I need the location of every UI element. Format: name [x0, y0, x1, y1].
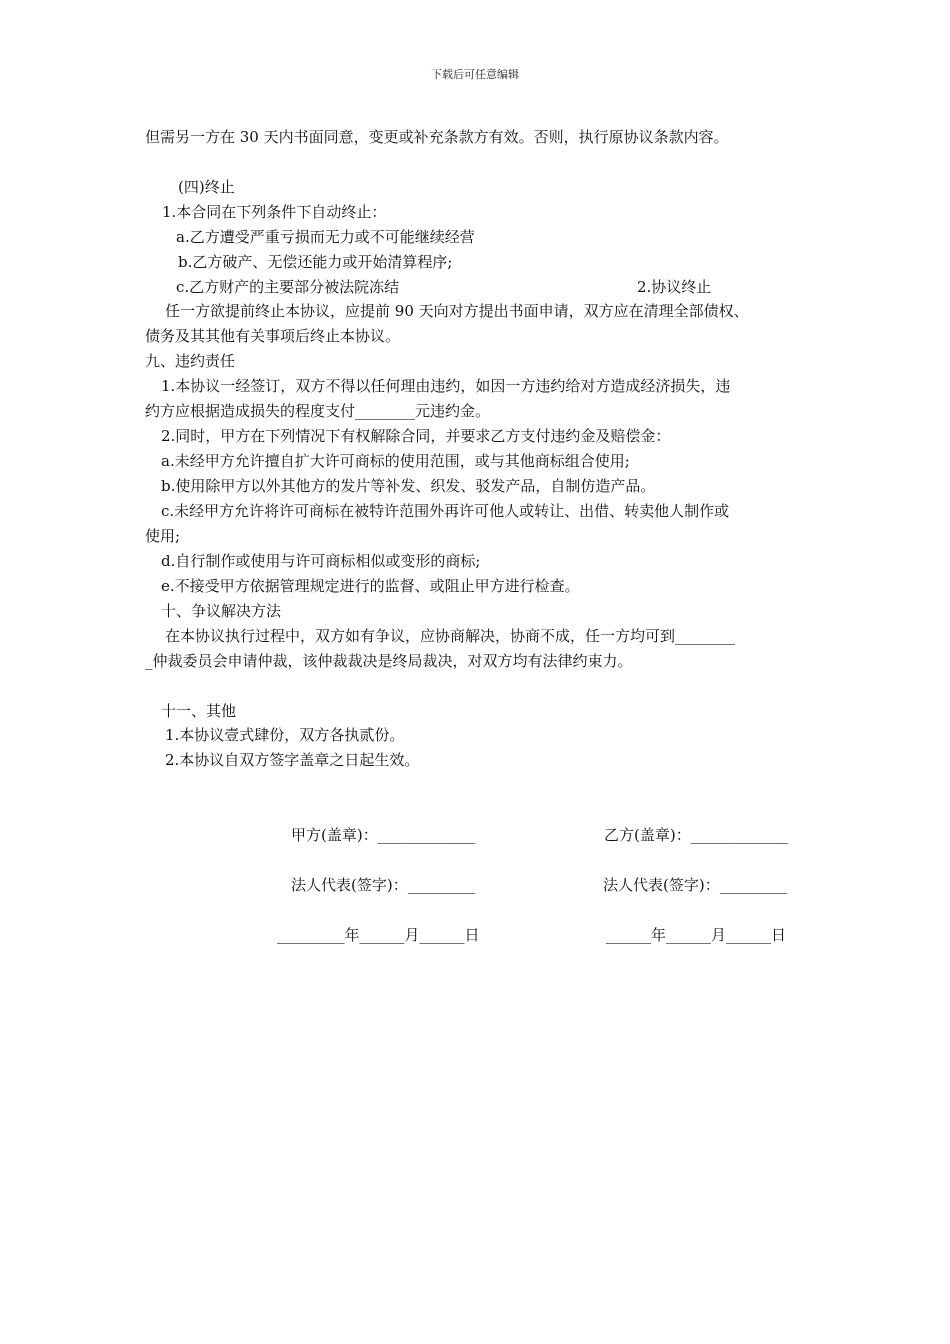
text-line: 在本协议执行过程中，双方如有争议，应协商解决，协商不成，任一方均可到________ [165, 627, 736, 645]
text-line: 任一方欲提前终止本协议，应提前 90 天向对方提出书面申请，双方应在清理全部债权、 [165, 302, 749, 320]
text-line: a.乙方遭受严重亏损而无力或不可能继续经营 [176, 228, 475, 246]
party-b-seal-field: 乙方(盖章)：_____________ [604, 826, 789, 844]
text-line: c.乙方财产的主要部分被法院冻结 [176, 278, 400, 296]
text-line: c.未经甲方允许将许可商标在被特许范围外再许可他人或转让、出借、转卖他人制作或 [161, 502, 730, 520]
section-heading-dispute: 十、争议解决方法 [161, 602, 282, 620]
party-b-representative-field: 法人代表(签字)：_________ [603, 876, 788, 894]
section-heading-breach: 九、违约责任 [145, 352, 236, 370]
text-line: 使用; [145, 527, 181, 545]
text-line: _仲裁委员会申请仲裁，该仲裁裁决是终局裁决，对双方均有法律约束力。 [145, 652, 633, 670]
party-a-date-field: _________年______月______日 [277, 926, 480, 944]
text-line: 1.本协议壹式肆份，双方各执贰份。 [165, 726, 405, 744]
text-line: e.不接受甲方依据管理规定进行的监督、或阻止甲方进行检查。 [161, 577, 580, 595]
text-line: 但需另一方在 30 天内书面同意，变更或补充条款方有效。否则，执行原协议条款内容。 [145, 128, 729, 146]
text-line: 约方应根据造成损失的程度支付________元违约金。 [145, 402, 491, 420]
party-a-representative-field: 法人代表(签字)：_________ [291, 876, 476, 894]
text-line: d.自行制作或使用与许可商标相似或变形的商标; [161, 552, 481, 570]
text-line: 债务及其其他有关事项后终止本协议。 [145, 327, 401, 345]
text-line: 2.本协议自双方签字盖章之日起生效。 [165, 751, 420, 769]
text-line: b.使用除甲方以外其他方的发片等补发、织发、驳发产品，自制仿造产品。 [161, 477, 656, 495]
text-line: 1.本协议一经签订，双方不得以任何理由违约，如因一方违约给对方造成经济损失，违 [161, 377, 731, 395]
text-line: 1.本合同在下列条件下自动终止： [162, 203, 387, 221]
section-heading-other: 十一、其他 [161, 702, 237, 720]
text-line: a.未经甲方允许擅自扩大许可商标的使用范围，或与其他商标组合使用; [161, 452, 630, 470]
text-line: 2.同时，甲方在下列情况下有权解除合同，并要求乙方支付违约金及赔偿金： [161, 427, 671, 445]
text-line: b.乙方破产、无偿还能力或开始清算程序; [178, 253, 453, 271]
text-line: 2.协议终止 [637, 278, 712, 296]
page-header: 下载后可任意编辑 [431, 68, 519, 81]
section-heading-termination: (四)终止 [178, 178, 235, 196]
party-b-date-field: ______年______月______日 [606, 926, 787, 944]
party-a-seal-field: 甲方(盖章)：_____________ [291, 826, 476, 844]
